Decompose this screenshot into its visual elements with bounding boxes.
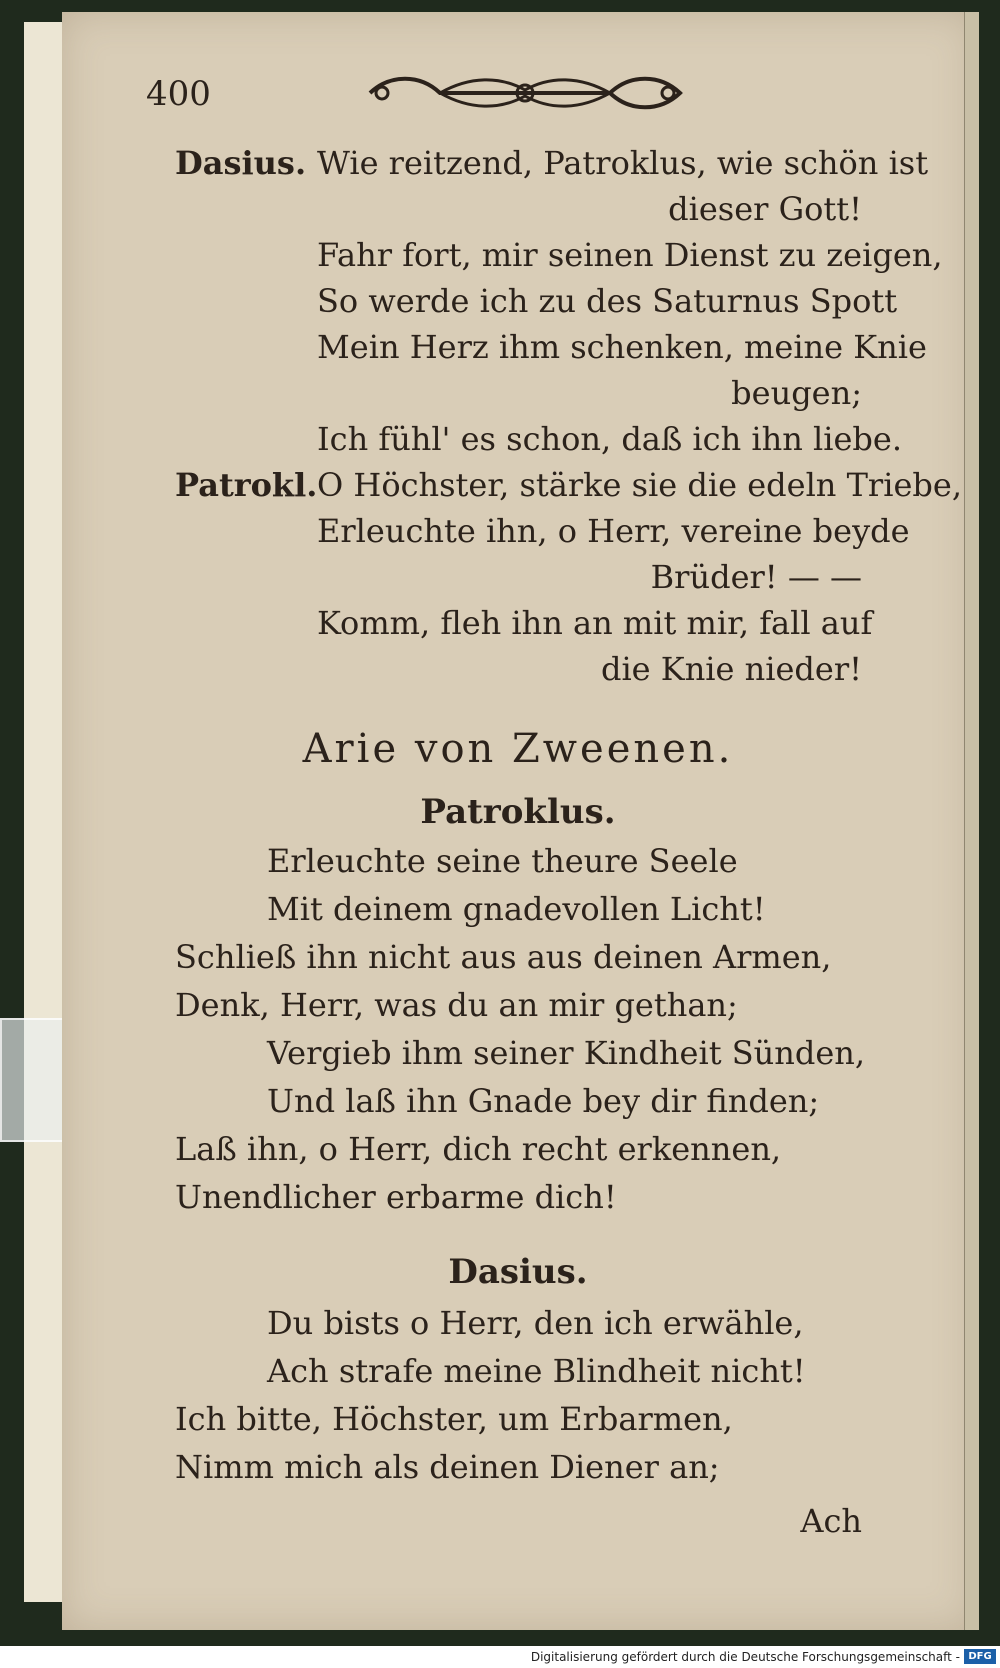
aria-line: Vergieb ihm seiner Kindheit Sünden, xyxy=(267,1034,866,1072)
aria-line: Unendlicher erbarme dich! xyxy=(175,1178,617,1216)
page-edge xyxy=(964,12,979,1630)
verse-line: Erleuchte ihn, o Herr, vereine beyde xyxy=(317,512,910,550)
verse-line: Mein Herz ihm schenken, meine Knie xyxy=(317,328,927,366)
verse-line: Wie reitzend, Patroklus, wie schön ist xyxy=(317,144,929,182)
verse-line: O Höchster, stärke sie die edeln Triebe, xyxy=(317,466,962,504)
digitization-footer xyxy=(0,1646,1000,1668)
speaker-label: Patrokl. xyxy=(175,466,318,504)
verse-line: beugen; xyxy=(731,374,862,412)
aria-title: Arie von Zweenen. xyxy=(302,726,734,772)
catchword: Ach xyxy=(800,1502,862,1540)
aria-line: Denk, Herr, was du an mir gethan; xyxy=(175,986,738,1024)
aria-line: Du bists o Herr, den ich erwähle, xyxy=(267,1304,804,1342)
aria-line: Laß ihn, o Herr, dich recht erkennen, xyxy=(175,1130,782,1168)
dfg-logo: DFG xyxy=(964,1649,996,1664)
aria-line: Und laß ihn Gnade bey dir finden; xyxy=(267,1082,820,1120)
aria-line: Ach strafe meine Blindheit nicht! xyxy=(267,1352,806,1390)
verse-line: Ich fühl' es schon, daß ich ihn liebe. xyxy=(317,420,902,458)
aria-line: Schließ ihn nicht aus aus deinen Armen, xyxy=(175,938,832,976)
verse-line: Komm, fleh ihn an mit mir, fall auf xyxy=(317,604,873,642)
aria-speaker: Patroklus. xyxy=(420,792,616,832)
speaker-label: Dasius. xyxy=(175,144,307,182)
scroll-ornament-icon xyxy=(360,64,690,122)
page-number: 400 xyxy=(146,74,211,114)
verse-line: die Knie nieder! xyxy=(600,650,862,688)
aria-speaker: Dasius. xyxy=(448,1252,588,1292)
aria-line: Mit deinem gnadevollen Licht! xyxy=(267,890,766,928)
verse-line: dieser Gott! xyxy=(668,190,862,228)
aria-line: Nimm mich als deinen Diener an; xyxy=(175,1448,720,1486)
aria-line: Erleuchte seine theure Seele xyxy=(267,842,738,880)
verse-line: So werde ich zu des Saturnus Spott xyxy=(317,282,898,320)
aria-line: Ich bitte, Höchster, um Erbarmen, xyxy=(175,1400,733,1438)
verse-line: Brüder! — — xyxy=(650,558,862,596)
book-page xyxy=(62,12,974,1630)
footer-text: Digitalisierung gefördert durch die Deutsche Forschungsgemeinschaft - xyxy=(530,1650,960,1664)
verse-line: Fahr fort, mir seinen Dienst zu zeigen, xyxy=(317,236,943,274)
